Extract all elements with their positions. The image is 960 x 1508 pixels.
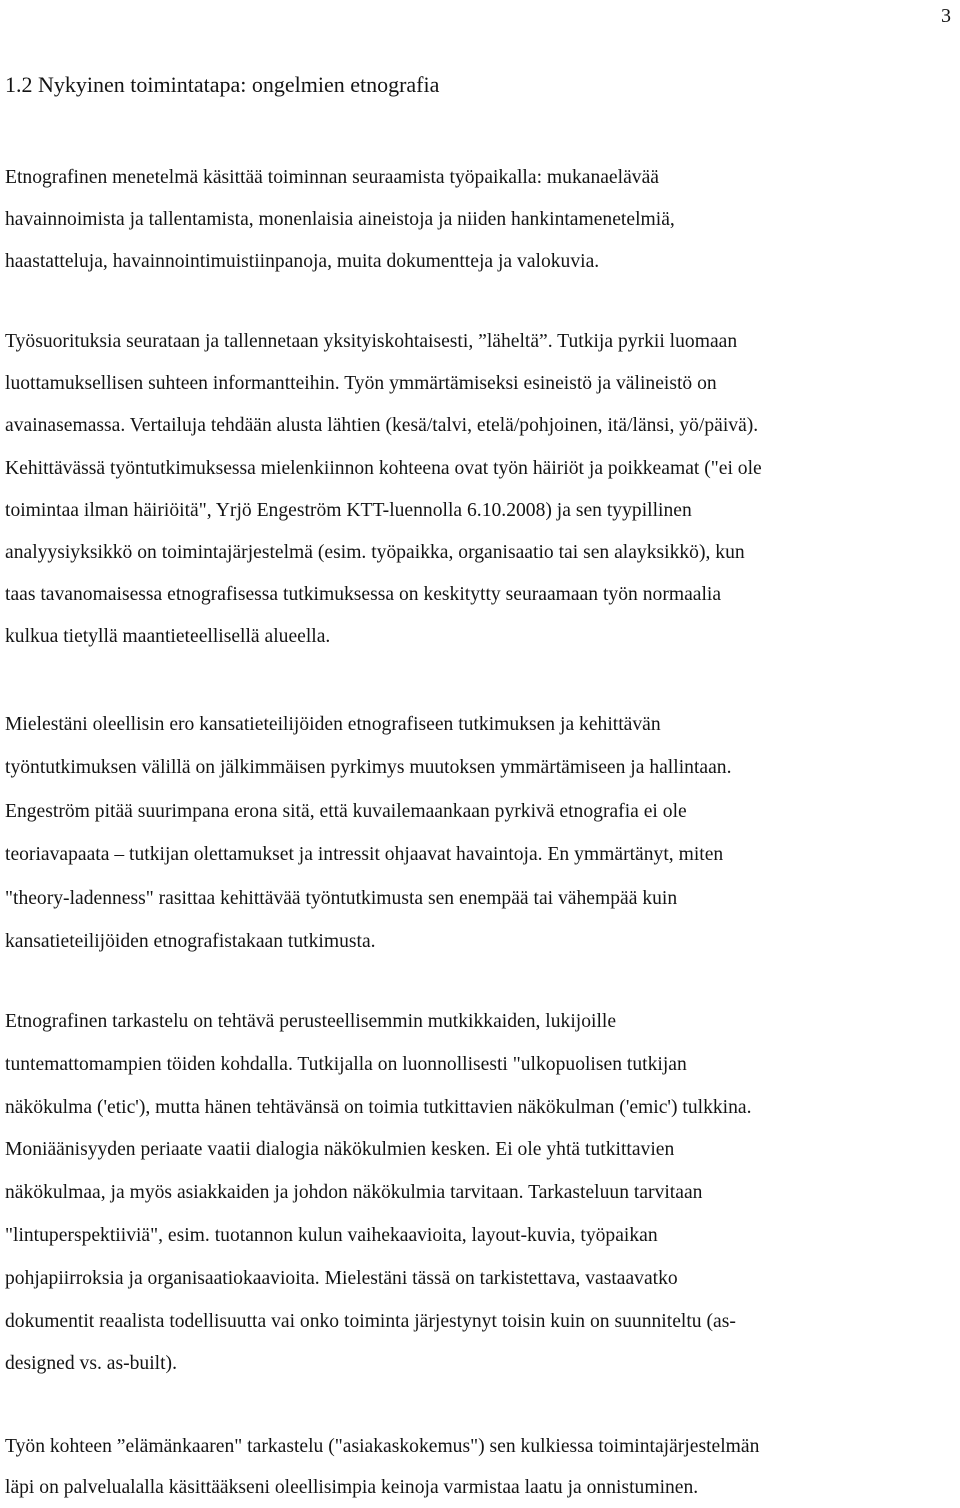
paragraph-line: havainnoimista ja tallentamista, monenlaisia aineistoja ja niiden hankintamenetelmiä,: [5, 209, 675, 230]
paragraph-line: työntutkimuksen välillä on jälkimmäisen pyrkimys muutoksen ymmärtämiseen ja hallintaan.: [5, 757, 732, 779]
paragraph: [5, 703, 957, 963]
paragraph-line: Etnografinen tarkastelu on tehtävä perusteellisemmin mutkikkaiden, lukijoille: [5, 1011, 617, 1032]
paragraph-line: Engeström pitää suurimpana erona sitä, että kuvailemaankaan pyrkivä etnografia ei ole: [5, 800, 687, 822]
paragraph-line: Etnografinen menetelmä käsittää toiminnan seuraamista työpaikalla: mukanaelävää: [5, 167, 659, 188]
paragraph: [5, 1001, 957, 1386]
paragraph-line: designed vs. as-built).: [5, 1353, 177, 1375]
paragraph-line: tuntemattomampien töiden kohdalla. Tutkijalla on luonnollisesti "ulkopuolisen tutkijan: [5, 1053, 687, 1075]
paragraph-line: pohjapiirroksia ja organisaatiokaavioita. Mielestäni tässä on tarkistettava, vastaavatko: [5, 1267, 678, 1289]
paragraph-line: Mielestäni oleellisin ero kansatieteilijöiden etnografiseen tutkimuksen ja kehittävän: [5, 714, 661, 735]
paragraph-line: luottamuksellisen suhteen informantteihin. Työn ymmärtämiseksi esineistö ja välineistö on: [5, 373, 717, 395]
paragraph-line: haastatteluja, havainnointimuistiinpanoja, muita dokumentteja ja valokuvia.: [5, 251, 600, 272]
paragraph: [5, 321, 957, 659]
paragraph-line: taas tavanomaisessa etnografisessa tutkimuksessa on keskitytty seuraamaan työn normaalia: [5, 584, 722, 606]
paragraph-line: dokumentit reaalista todellisuutta vai onko toiminta järjestynyt toisin kuin on suunniteltu (as-: [5, 1310, 736, 1332]
paragraph-line: avainasemassa. Vertailuja tehdään alusta lähtien (kesä/talvi, etelä/pohjoinen, itä/länsi, yö/päivä).: [5, 415, 759, 437]
paragraph-line: näkökulma ('etic'), mutta hänen tehtävänsä on toimia tutkittavien näkökulman ('emic') tulkkina.: [5, 1096, 752, 1118]
paragraph-line: teoriavapaata – tutkijan olettamukset ja intressit ohjaavat havaintoja. En ymmärtänyt, miten: [5, 844, 724, 866]
paragraph-line: Työsuorituksia seurataan ja tallennetaan yksityiskohtaisesti, ”läheltä”. Tutkija pyrkii luomaan: [5, 331, 738, 352]
paragraph-line: Työn kohteen ”elämänkaaren" tarkastelu ("asiakaskokemus") sen kulkiessa toimintajärjestelmän: [5, 1436, 760, 1457]
paragraph-line: analyysiyksikkö on toimintajärjestelmä (esim. työpaikka, organisaatio tai sen alayksikkö), kun: [5, 542, 745, 564]
paragraph-line: toimintaa ilman häiriöitä", Yrjö Engeström KTT-luennolla 6.10.2008) ja sen tyypillinen: [5, 499, 692, 521]
paragraph-line: kulkua tietyllä maantieteellisellä alueella.: [5, 626, 331, 648]
paragraph: [5, 1426, 957, 1508]
paragraph-line: Moniäänisyyden periaate vaatii dialogia näkökulmien kesken. Ei ole yhtä tutkittavien: [5, 1139, 675, 1161]
paragraph-line: läpi on palvelualalla käsittääkseni oleellisimpia keinoja varmistaa laatu ja onnistuminen.: [5, 1477, 699, 1498]
paragraph-line: "lintuperspektiiviä", esim. tuotannon kulun vaihekaavioita, layout-kuvia, työpaikan: [5, 1224, 658, 1246]
page-number: 3: [941, 5, 951, 27]
paragraph-line: Kehittävässä työntutkimuksessa mielenkiinnon kohteena ovat työn häiriöt ja poikkeamat ("ei ole: [5, 457, 762, 479]
paragraph: [5, 157, 957, 283]
paragraph-line: kansatieteilijöiden etnografistakaan tutkimusta.: [5, 931, 376, 953]
paragraph-line: näkökulmaa, ja myös asiakkaiden ja johdon näkökulmia tarvitaan. Tarkasteluun tarvitaan: [5, 1182, 703, 1204]
section-heading: 1.2 Nykyinen toimintatapa: ongelmien etnografia: [5, 72, 440, 97]
paragraph-line: "theory-ladenness" rasittaa kehittävää työntutkimusta sen enempää tai vähempää kuin: [5, 887, 678, 909]
